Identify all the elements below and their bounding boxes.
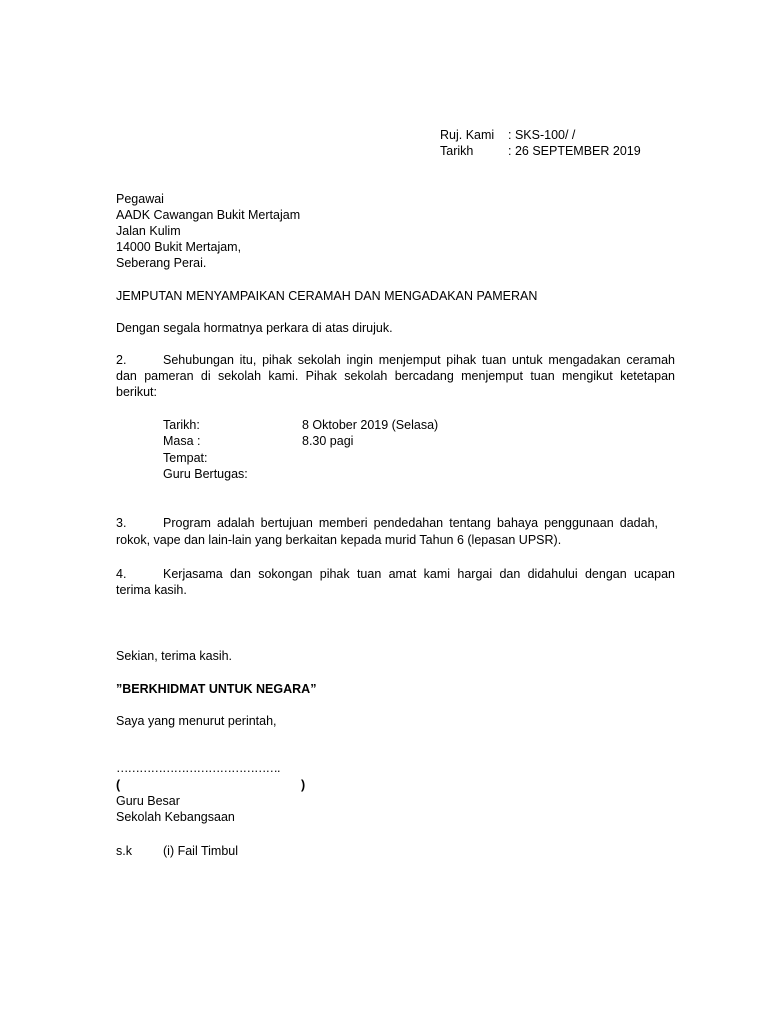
- paragraph-2-line: berikut:: [116, 385, 157, 399]
- name-paren-close: ): [301, 778, 306, 792]
- closing-motto: ”BERKHIDMAT UNTUK NEGARA”: [116, 682, 317, 696]
- cc-item: (i) Fail Timbul: [163, 844, 239, 858]
- recipient-line: Jalan Kulim: [116, 224, 181, 238]
- signatory-title: Guru Besar: [116, 794, 180, 808]
- letter-subject: JEMPUTAN MENYAMPAIKAN CERAMAH DAN MENGADAKAN PAMERAN: [116, 289, 538, 303]
- closing-thanks: Sekian, terima kasih.: [116, 649, 233, 663]
- recipient-line: Pegawai: [116, 192, 164, 206]
- paragraph-number: 3.: [116, 516, 127, 530]
- paragraph-number: 2.: [116, 353, 127, 367]
- paragraph-3-line: Program adalah bertujuan memberi pendedahan tentang bahaya penggunaan dadah,: [163, 516, 658, 530]
- paragraph-2-line: Sehubungan itu, pihak sekolah ingin menjemput pihak tuan untuk mengadakan ceramah: [163, 353, 675, 367]
- detail-label: Masa :: [163, 434, 201, 448]
- recipient-line: Seberang Perai.: [116, 256, 207, 270]
- detail-label: Guru Bertugas:: [163, 467, 248, 481]
- date-label: Tarikh: [440, 144, 474, 158]
- closing-order: Saya yang menurut perintah,: [116, 714, 277, 728]
- reference-value: : SKS-100/ /: [508, 128, 576, 142]
- recipient-line: 14000 Bukit Mertajam,: [116, 240, 242, 254]
- cc-label: s.k: [116, 844, 132, 858]
- detail-value: 8.30 pagi: [302, 434, 354, 448]
- paragraph-3-line: rokok, vape dan lain-lain yang berkaitan kepada murid Tahun 6 (lepasan UPSR).: [116, 533, 562, 547]
- name-paren-open: (: [116, 778, 121, 792]
- paragraph-4-line: terima kasih.: [116, 583, 187, 597]
- signatory-school: Sekolah Kebangsaan: [116, 810, 235, 824]
- recipient-line: AADK Cawangan Bukit Mertajam: [116, 208, 301, 222]
- paragraph-4-line: Kerjasama dan sokongan pihak tuan amat kami hargai dan didahului dengan ucapan: [163, 567, 675, 581]
- detail-label: Tarikh:: [163, 418, 200, 432]
- date-value: : 26 SEPTEMBER 2019: [508, 144, 641, 158]
- detail-label: Tempat:: [163, 451, 208, 465]
- detail-value: 8 Oktober 2019 (Selasa): [302, 418, 439, 432]
- opening-line: Dengan segala hormatnya perkara di atas dirujuk.: [116, 321, 393, 335]
- paragraph-number: 4.: [116, 567, 127, 581]
- signature-line: …………………………………….: [116, 761, 280, 775]
- paragraph-2-line: dan pameran di sekolah kami. Pihak sekolah bercadang menjemput tuan mengikut ketetapan: [116, 369, 675, 383]
- reference-label: Ruj. Kami: [440, 128, 495, 142]
